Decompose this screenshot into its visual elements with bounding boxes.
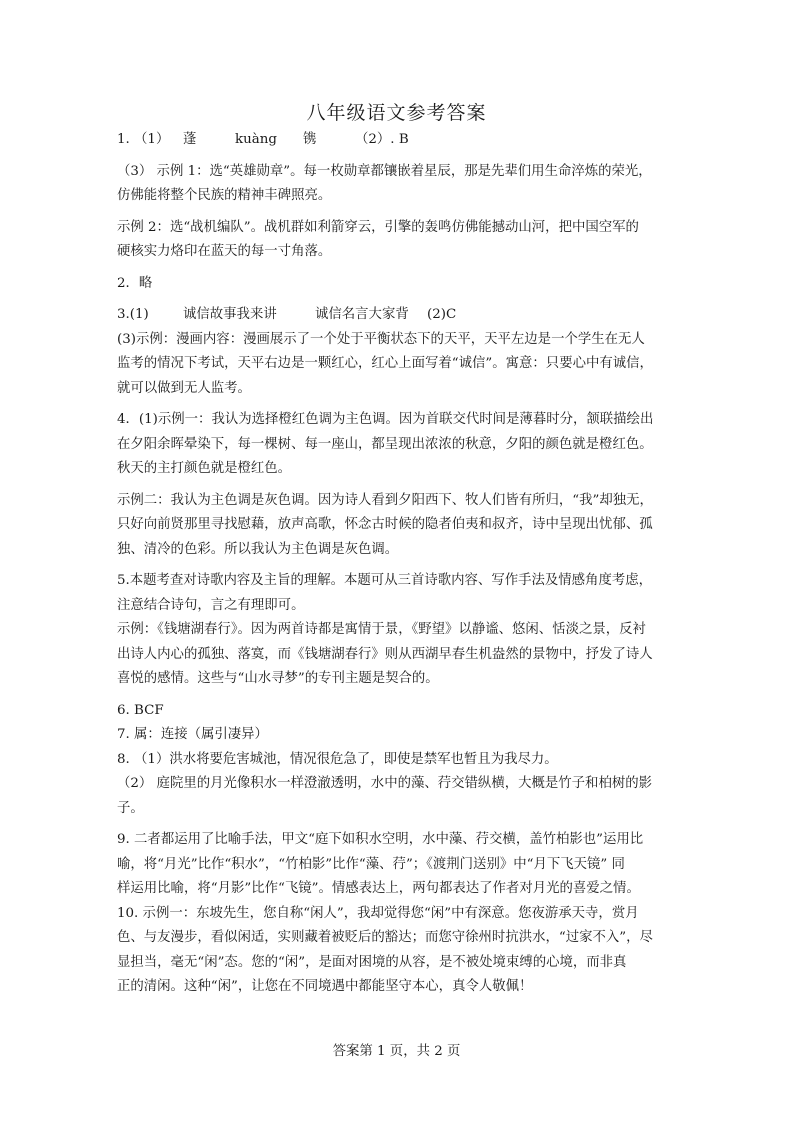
answer-3-number: 3.(1) <box>117 307 149 322</box>
answer-8-line-2: （2） 庭院里的月光像积水一样澄澈透明，水中的藻、荇交错纵横，大概是竹子和柏树的影 <box>117 776 653 791</box>
answer-8-line-3: 子。 <box>117 800 144 816</box>
answer-9-line-3: 样运用比喻，将“月影”比作“飞镜”。情感表达上，两句都表达了作者对月光的喜爱之情。 <box>117 881 640 896</box>
answer-1-1 <box>117 128 691 153</box>
answer-5-line-1: 5.本题考查对诗歌内容及主旨的理解。本题可从三首诗歌内容、写作手法及情感角度考虑， <box>117 573 653 588</box>
answer-1-3-line-2: 仿佛能将整个民族的精神丰碑照亮。 <box>117 188 332 203</box>
answer-2: 2．略 <box>117 275 153 291</box>
answer-1-3-line-1: （3） 示例 1：选“英雄勋章”。每一枚勋章都镶嵌着星辰，那是先辈们用生命淬炼的荣光， <box>117 163 652 179</box>
answer-4-line-4: 示例二：我认为主色调是灰色调。因为诗人看到夕阳西下、牧人们皆有所归，“我”却独无， <box>117 492 653 508</box>
answer-9-line-2: 喻，将“月光”比作“积水”，“竹柏影”比作“藻、荇”；《渡荆门送别》中“月下飞天镜” 同 <box>117 856 625 872</box>
answer-1-2: （2）. B <box>355 132 409 147</box>
answer-5-line-4: 出诗人内心的孤独、落寞，而《钱塘湖春行》则从西湖早春生机盎然的景物中，抒发了诗人 <box>117 646 653 662</box>
answer-3-1 <box>117 303 691 328</box>
answer-3-3-line-3: 就可以做到无人监考。 <box>117 380 251 396</box>
answer-3-3-line-2: 监考的情况下考试，天平右边是一颗红心，红心上面写着“诚信”。寓意：只要心中有诚信， <box>117 356 653 371</box>
answer-10-line-2: 色、与友漫步，看似闲适，实则藏着被贬后的豁达；而您守徐州时抗洪水，“过家不入”，尽 <box>117 930 653 945</box>
answer-10-line-3: 显担当，毫无“闲”态。您的“闲”，是面对困境的从容，是不被处境束缚的心境，而非真 <box>117 954 627 970</box>
answer-4-line-5: 只好向前贤那里寻找慰藉，放声高歌，怀念古时候的隐者伯夷和叔齐，诗中呈现出忧郁、孤 <box>117 517 653 532</box>
answer-4-line-3: 秋天的主打颜色就是橙红色。 <box>117 461 292 476</box>
answer-3-3-line-1: (3)示例：漫画内容：漫画展示了一个处于平衡状态下的天平，天平左边是一个学生在无人 <box>117 331 645 347</box>
answer-5-line-2: 注意结合诗句，言之有理即可。 <box>117 597 305 613</box>
answer-3-2: (2)C <box>427 307 457 322</box>
answer-1-3-line-4: 硬核实力烙印在蓝天的每一寸角落。 <box>117 244 332 259</box>
answer-1-pinyin: kuàng <box>235 132 277 147</box>
answer-10-line-4: 正的清闲。这种“闲”，让您在不同境遇中都能坚守本心，真令人敬佩！ <box>117 979 533 994</box>
page-title: 八年级语文参考答案 <box>306 102 487 124</box>
answer-5-line-3: 示例：《钱塘湖春行》。因为两首诗都是寓情于景，《野望》以静谧、悠闲、恬淡之景，反衬 <box>117 622 646 637</box>
answer-10-line-1: 10. 示例一：东坡先生，您自称“闲人”，我却觉得您“闲”中有深意。您夜游承天寺，赏月 <box>117 905 639 921</box>
page-footer: 答案第 1 页，共 2 页 <box>332 1044 461 1059</box>
answer-3-option-a: 诚信故事我来讲 <box>183 307 277 322</box>
answer-1-char-a: 蓬 <box>183 132 197 147</box>
answer-1-char-b: 镌 <box>303 132 317 147</box>
answer-1-number: 1. （1） <box>117 132 170 147</box>
answer-body <box>117 128 691 1000</box>
answer-3-option-b: 诚信名言大家背 <box>315 307 409 322</box>
answer-6: 6. BCF <box>117 702 164 718</box>
answer-5-line-5: 喜悦的感情。这些与“山水寻梦”的专刊主题是契合的。 <box>117 671 439 686</box>
answer-7: 7. 属：连接（属引凄异） <box>117 727 268 742</box>
answer-1-3-line-3: 示例 2：选“战机编队”。战机群如利箭穿云，引擎的轰鸣仿佛能撼动山河，把中国空军的 <box>117 219 639 235</box>
answer-4-line-2: 在夕阳余晖晕染下，每一棵树、每一座山，都呈现出浓浓的秋意，夕阳的颜色就是橙红色。 <box>117 436 653 452</box>
answer-9-line-1: 9. 二者都运用了比喻手法，甲文“庭下如积水空明，水中藻、荇交横，盖竹柏影也”运用比 <box>117 832 644 847</box>
answer-8-line-1: 8. （1）洪水将要危害城池，情况很危急了，即使是禁军也暂且为我尽力。 <box>117 751 558 767</box>
answer-4-line-1: 4．(1)示例一：我认为选择橙红色调为主色调。因为首联交代时间是薄暮时分，颔联描绘出 <box>117 412 654 427</box>
answer-4-line-6: 独、清冷的色彩。所以我认为主色调是灰色调。 <box>117 541 399 557</box>
